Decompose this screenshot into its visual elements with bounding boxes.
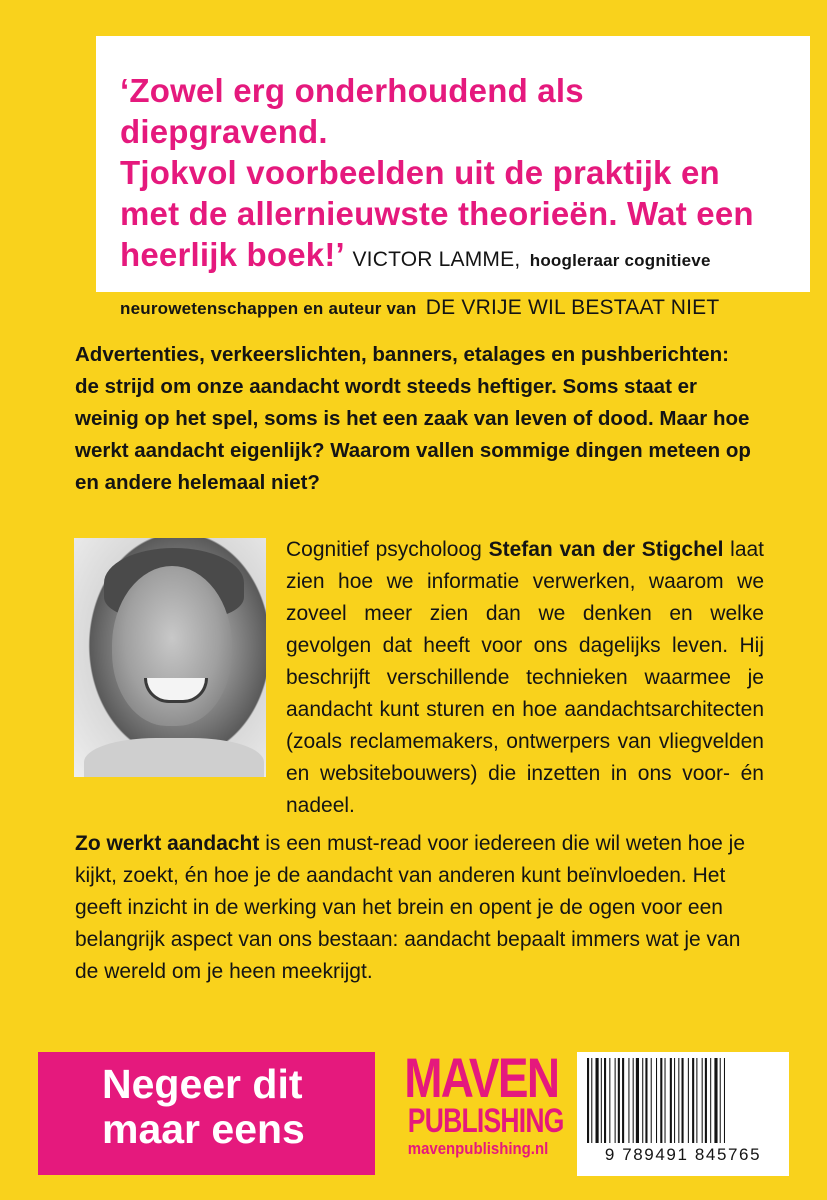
quote-author: VICTOR LAMME, [352,248,521,271]
quote-author-role: hoogleraar cognitieve [529,251,711,270]
barcode-bars [585,1058,781,1143]
closing-text: is een must-read voor iedereen die wil weten hoe je kijkt, zoekt, én hoe je de aandacht van anderen kunt beïnvloeden. Het geeft inzicht in de werking van het brein en opent je de ogen voor een belangrijk aspect van ons bestaan: aandacht bepaalt immers wat je van de wereld om je heen meekrijgt. [75,832,745,983]
barcode-bar [660,1058,662,1143]
barcode-bar [682,1058,684,1143]
closing-paragraph [75,828,755,988]
quote-line: met de allernieuwste theorieën. Wat een [120,195,754,232]
barcode-bar [636,1058,639,1143]
book-title: Zo werkt aandacht [75,832,260,855]
barcode [577,1052,789,1176]
barcode-bar [720,1058,721,1143]
bio-text: laat zien hoe we informatie verwerken, waarom we zoveel meer zien dan we denken en welke gevolgen dat heeft voor ons dagelijks leven. Hij beschrijft verschillende technieken waarmee je aandacht kunt sturen en hoe aandachtsarchitecten (zoals reclamemakers, ontwerpers van vliegvelden en websitebouwers) die inzetten in ons voor- én nadeel. [286,538,765,817]
quote-author-role-cont: neurowetenschappen en auteur van [120,299,417,318]
barcode-bar [615,1058,616,1143]
tagline-line: Negeer dit [102,1061,303,1107]
quote-line: ‘Zowel erg onderhoudend als diepgravend. [120,72,584,150]
barcode-bar [714,1058,717,1143]
barcode-bar [628,1058,629,1143]
barcode-bar [645,1058,647,1143]
quote-box [96,36,810,319]
barcode-bar [724,1058,725,1143]
author-bio [286,534,764,822]
author-photo [74,538,266,777]
photo-shirt [84,738,264,777]
barcode-bar [591,1058,592,1143]
tagline-line: maar eens [102,1106,305,1152]
barcode-bar [642,1058,643,1143]
barcode-bar [633,1058,634,1143]
barcode-bar [696,1058,697,1143]
barcode-bar [656,1058,657,1143]
barcode-bar [596,1058,599,1143]
tagline-box [38,1052,375,1175]
bio-text: Cognitief psycholoog [286,538,489,561]
quote-author-book: DE VRIJE WIL BESTAAT NIET [425,296,720,319]
quote-line: heerlijk boek!’ [120,236,344,273]
barcode-bar [705,1058,707,1143]
quote-line: Tjokvol voorbeelden uit de praktijk en [120,154,720,191]
barcode-bar [618,1058,620,1143]
barcode-bar [674,1058,675,1143]
barcode-bar [678,1058,679,1143]
publisher-name-2: PUBLISHING [407,1102,564,1140]
barcode-bar [609,1058,610,1143]
barcode-bar [670,1058,672,1143]
publisher-url: mavenpublishing.nl [407,1139,549,1158]
barcode-bar [587,1058,589,1143]
barcode-bar [622,1058,624,1143]
publisher-name: MAVEN [404,1046,559,1109]
endorsement-quote [120,70,790,329]
barcode-bar [604,1058,606,1143]
barcode-bar [665,1058,666,1143]
barcode-bar [710,1058,711,1143]
publisher-logo [388,1046,568,1182]
barcode-bar [702,1058,703,1143]
barcode-bar [601,1058,602,1143]
author-name: Stefan van der Stigchel [488,538,724,561]
intro-paragraph: Advertenties, verkeerslichten, banners, etalages en pushberichten: de strijd om onze aandacht wordt steeds heftiger. Soms staat er weinig op het spel, soms is het een zaak van leven of dood. Maar hoe werkt aandacht eigenlijk? Waarom vallen sommige dingen meteen op en andere helemaal niet? [75,343,751,494]
isbn-number: 9 789491 845765 [604,1145,762,1164]
barcode-bar [651,1058,652,1143]
barcode-bar [692,1058,694,1143]
barcode-bar [688,1058,689,1143]
